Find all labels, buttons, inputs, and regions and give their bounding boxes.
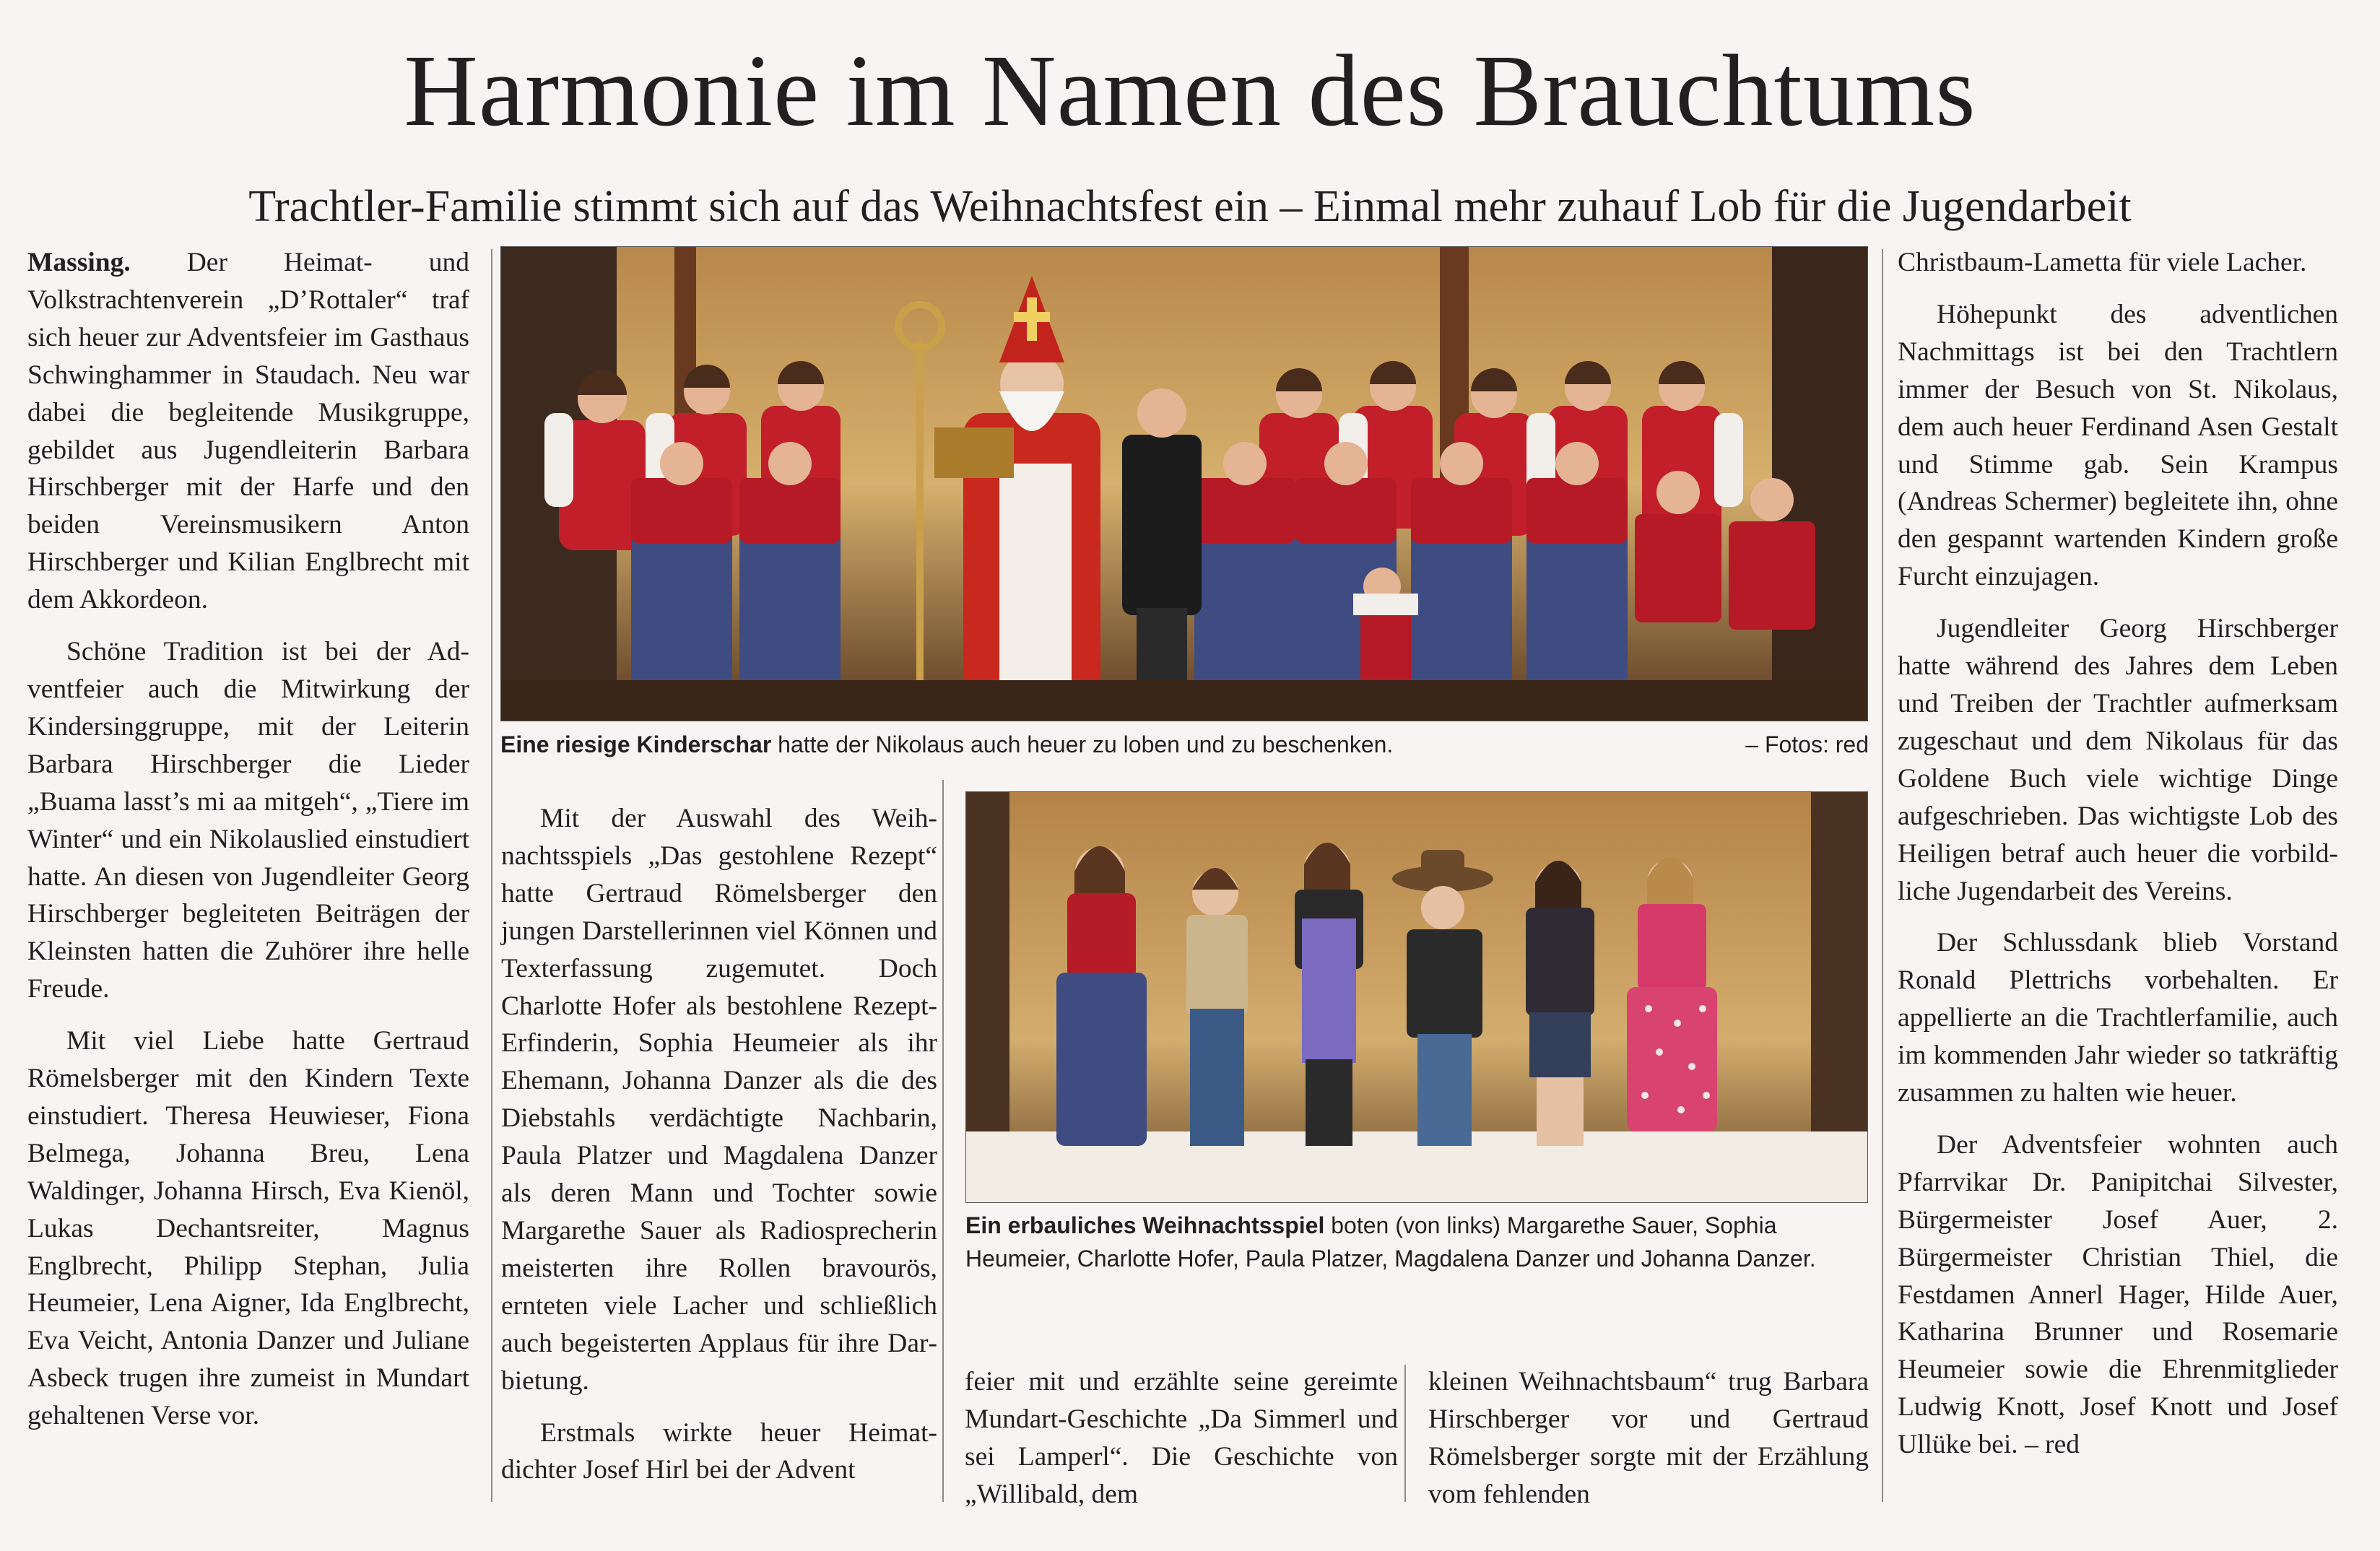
paragraph: Der Schlussdank blieb Vorstand Ronald Plettrichs vorbehalten. Er appellierte an die Trachtlerfamilie, auch im kommenden Jahr wieder so tatkräftig zusammen zu halten wie heuer. — [1898, 928, 2338, 1108]
caption-text: boten (von links) Margarethe Sauer, Sophia Heumeier, Charlotte Hofer, Paula Platzer, Magdalena Danzer und Johanna Danzer. — [965, 1212, 1816, 1272]
paragraph — [27, 244, 469, 619]
photo-weihnachtsspiel — [965, 791, 1868, 1203]
column-rule — [491, 249, 492, 1502]
paragraph: kleinen Weihnachtsbaum“ trug Barbara Hirschberger vor und Gertraud Römelsberger sorgte mit der Erzählung vom fehlenden — [1428, 1367, 1869, 1509]
paragraph-text: Der Heimat- und Volkstrachtenverein „D’Rottaler“ traf sich heuer zur Adventsfeier im Gasthaus Schwinghammer in Staudach. Neu war dabei die begleitende Musikgruppe, gebildet aus Jugendleiterin Barbara Hirschberger mit der Harfe und den beiden Vereinsmusikern Anton Hirschberger und Kilian Englbrecht mit dem Akkordeon. — [27, 248, 469, 615]
caption-bold: Eine riesige Kinderschar — [500, 731, 772, 757]
photo-kinderschar-image — [501, 247, 1868, 721]
paragraph: Mit viel Liebe hatte Gertraud Römelsberger mit den Kindern Texte einstudiert. Theresa Heuwieser, Fiona Belmega, Johanna Breu, Lena Waldinger, Johanna Hirsch, Eva Kienöl, Lukas Dechantsreiter, Magnus Englbrecht, Philipp Stephan, Julia Heumeier, Lena Aigner, Ida Englbrecht, Eva Veicht, Antonia Danzer und Juliane Asbeck trugen ihre zumeist in Mundart gehaltenen Verse vor. — [27, 1026, 469, 1431]
article-column-5 — [1898, 244, 2338, 1464]
subheadline: Trachtler-Familie stimmt sich auf das Weihnachtsfest ein – Einmal mehr zuhauf Lob für die Jugendarbeit — [248, 182, 2132, 231]
photo-credit: – Fotos: red — [1745, 731, 1869, 757]
paragraph: Der Adventsfeier wohnten auch Pfarrvikar Dr. Panipitchai Silvester, Bürgermeister Josef Auer, 2. Bürgermeister Christian Thiel, die Festdamen Annerl Hager, Hilde Auer, Katharina Brunner und Rosemarie Heumeier sowie die Ehrenmitglieder Ludwig Knott, Josef Knott und Josef Ullüke bei. – red — [1898, 1129, 2338, 1460]
paragraph: Mit der Auswahl des Weihnachtsspiels „Das gestohlene Rezept“ hatte Gertraud Römelsberger den jungen Darstellerinnen viel Können und Texterfassung zugemutet. Doch Charlotte Hofer als bestohlene Rezept-Erfinderin, Sophia Heumeier als ihr Ehemann, Johanna Danzer als die des Diebstahls verdächtigte Nachbarin, Paula Platzer und Magdalena Danzer als deren Mann und Tochter sowie Margarethe Sauer als Radiosprecherin meisterten ihre Rollen bravourös, ernteten viele Lacher und schließlich auch begeisterten Applaus für ihre Darbietung. — [501, 804, 937, 1396]
paragraph: Erstmals wirkte heuer Heimatdichter Josef Hirl bei der Advent — [501, 1417, 937, 1485]
paragraph: feier mit und erzählte seine gereimte Mundart-Geschichte „Da Simmerl und sei Lamperl“. Die Geschichte von „Willibald, dem — [965, 1367, 1398, 1509]
paragraph: Jugendleiter Georg Hirschberger hatte während des Jahres dem Leben und Treiben der Trachtler aufmerksam zugeschaut und dem Nikolaus für das Goldene Buch viele wichtige Dinge aufgeschrieben. Das wichtigste Lob des Heiligen betraf auch heuer die vorbildliche Jugendarbeit des Vereins. — [1898, 614, 2338, 906]
paragraph: Höhepunkt des adventlichen Nachmittags ist bei den Trachtlern immer der Besuch von St. Nikolaus, dem auch heuer Ferdinand Asen Gestalt und Stimme gab. Sein Krampus (Andreas Schermer) begleitete ihn, ohne den gespannt wartenden Kindern große Furcht einzujagen. — [1898, 299, 2338, 592]
photo-kinderschar — [500, 246, 1868, 721]
dateline: Massing. — [27, 248, 131, 277]
headline: Harmonie im Namen des Brauchtums — [404, 33, 1976, 147]
photo-weihnachtsspiel-image — [966, 792, 1868, 1203]
caption-text: hatte der Nikolaus auch heuer zu loben und zu beschenken. — [771, 731, 1394, 757]
column-rule — [1882, 249, 1883, 1502]
paragraph: Schöne Tradition ist bei der Adventfeier auch die Mitwirkung der Kindersinggruppe, mit der Leiterin Barbara Hirschberger die Lieder „Buama lasst’s mi aa mitgeh“, „Tiere im Winter“ und ein Nikolauslied einstudiert hatte. An diesen von Jugendleiter Georg Hirschberger begleiteten Beiträgen der Kleinsten hatten die Zuhörer ihre helle Freude. — [27, 637, 469, 1004]
photo-kinderschar-caption — [500, 728, 1584, 761]
article-column-1 — [27, 244, 469, 1435]
caption-bold: Ein erbauliches Weihnachtsspiel — [965, 1212, 1325, 1238]
paragraph: Christbaum-Lametta für viele Lacher. — [1898, 248, 2307, 277]
column-rule — [942, 780, 944, 1502]
article-column-2 — [501, 800, 937, 1489]
column-rule — [1404, 1365, 1406, 1502]
article-column-4 — [1428, 1363, 1869, 1513]
article-column-3 — [965, 1363, 1398, 1513]
photo-weihnachtsspiel-caption — [965, 1209, 1868, 1275]
